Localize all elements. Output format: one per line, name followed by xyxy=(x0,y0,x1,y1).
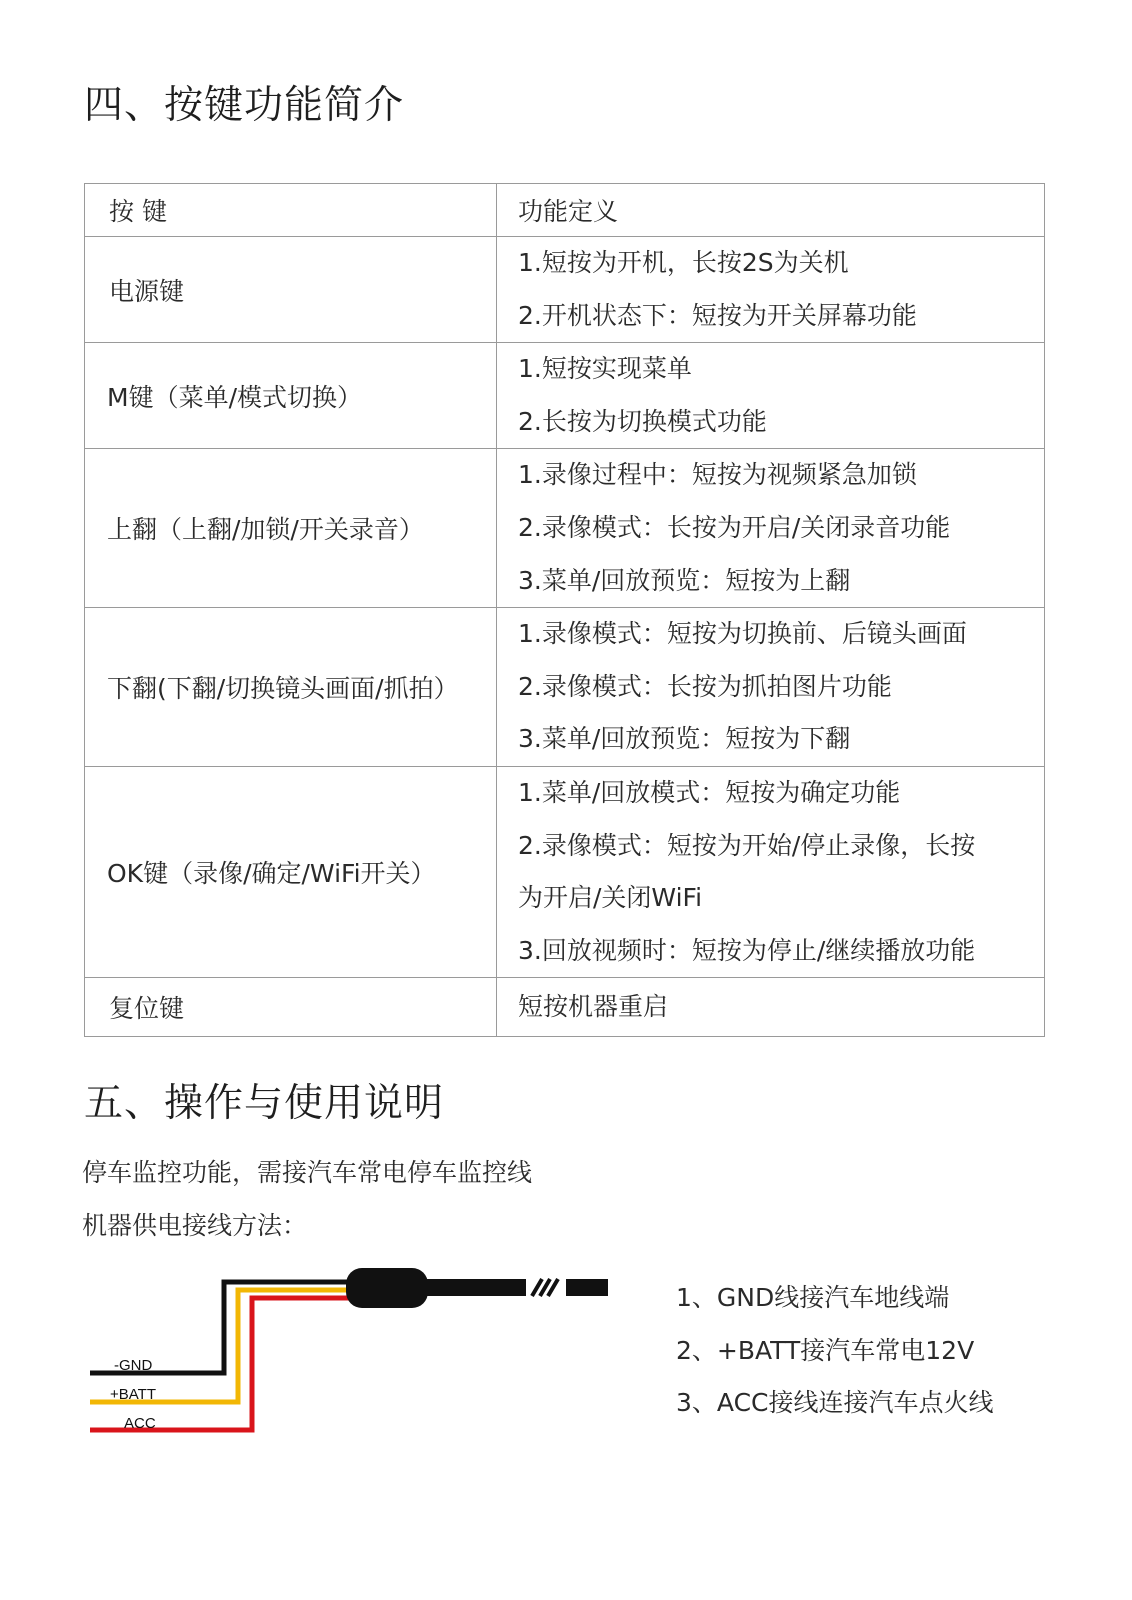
cable-end xyxy=(566,1279,608,1296)
cable xyxy=(426,1279,526,1296)
acc-label: ACC xyxy=(124,1415,156,1432)
function-line: 3.菜单/回放预览：短按为上翻 xyxy=(518,565,851,595)
batt-label: +BATT xyxy=(110,1386,156,1403)
cable-break-mark xyxy=(532,1279,558,1296)
function-line: 为开启/关闭WiFi xyxy=(518,883,703,913)
key-name: 复位键 xyxy=(85,978,497,1037)
wiring-note: 2、+BATT接汽车常电12V xyxy=(676,1335,975,1365)
function-line: 1.录像过程中：短按为视频紧急加锁 xyxy=(518,460,917,490)
wiring-notes xyxy=(676,1272,993,1430)
function-line: 2.录像模式：短按为开始/停止录像，长按 xyxy=(518,830,976,860)
power-wiring-heading: 机器供电接线方法： xyxy=(82,1211,308,1240)
column-header-key: 按 键 xyxy=(85,184,497,237)
function-list xyxy=(497,237,1045,343)
function-list xyxy=(497,343,1045,449)
function-line: 1.录像模式：短按为切换前、后镜头画面 xyxy=(518,619,967,649)
wiring-note: 3、ACC接线连接汽车点火线 xyxy=(676,1388,994,1418)
function-line: 1.菜单/回放模式：短按为确定功能 xyxy=(518,777,901,807)
key-name: OK键（录像/确定/WiFi开关） xyxy=(85,766,497,977)
wiring-diagram xyxy=(80,1262,620,1452)
function-line: 2.录像模式：长按为抓拍图片功能 xyxy=(518,671,892,701)
table-header-row xyxy=(85,184,1045,237)
table-row xyxy=(85,237,1045,343)
connector-body xyxy=(346,1268,428,1308)
key-name: M键（菜单/模式切换） xyxy=(85,343,497,449)
wiring-note: 1、GND线接汽车地线端 xyxy=(676,1283,950,1312)
function-line: 2.长按为切换模式功能 xyxy=(518,406,767,436)
section-4-title: 四、按键功能简介 xyxy=(84,83,405,128)
key-name: 电源键 xyxy=(85,237,497,343)
table-row xyxy=(85,766,1045,977)
key-function-table xyxy=(84,183,1045,1037)
function-line: 3.回放视频时：短按为停止/继续播放功能 xyxy=(518,935,976,965)
function-list xyxy=(497,449,1045,608)
table-row xyxy=(85,608,1045,767)
table-row xyxy=(85,978,1045,1037)
function-list xyxy=(497,766,1045,977)
function-list xyxy=(497,978,1045,1037)
key-name: 下翻(下翻/切换镜头画面/抓拍） xyxy=(85,608,497,767)
function-list xyxy=(497,608,1045,767)
function-line: 1.短按为开机，长按2S为关机 xyxy=(518,248,849,277)
column-header-function: 功能定义 xyxy=(497,184,1045,237)
function-line: 短按机器重启 xyxy=(518,992,669,1022)
table-row xyxy=(85,343,1045,449)
function-line: 2.开机状态下：短按为开关屏幕功能 xyxy=(518,300,917,330)
function-line: 3.菜单/回放预览：短按为下翻 xyxy=(518,724,851,754)
function-line: 1.短按实现菜单 xyxy=(518,354,692,384)
gnd-label: -GND xyxy=(114,1357,153,1374)
key-name: 上翻（上翻/加锁/开关录音） xyxy=(85,449,497,608)
function-line: 2.录像模式：长按为开启/关闭录音功能 xyxy=(518,512,951,542)
table-row xyxy=(85,449,1045,608)
section-5-title: 五、操作与使用说明 xyxy=(84,1081,445,1126)
parking-monitor-note: 停车监控功能，需接汽车常电停车监控线 xyxy=(82,1158,533,1187)
